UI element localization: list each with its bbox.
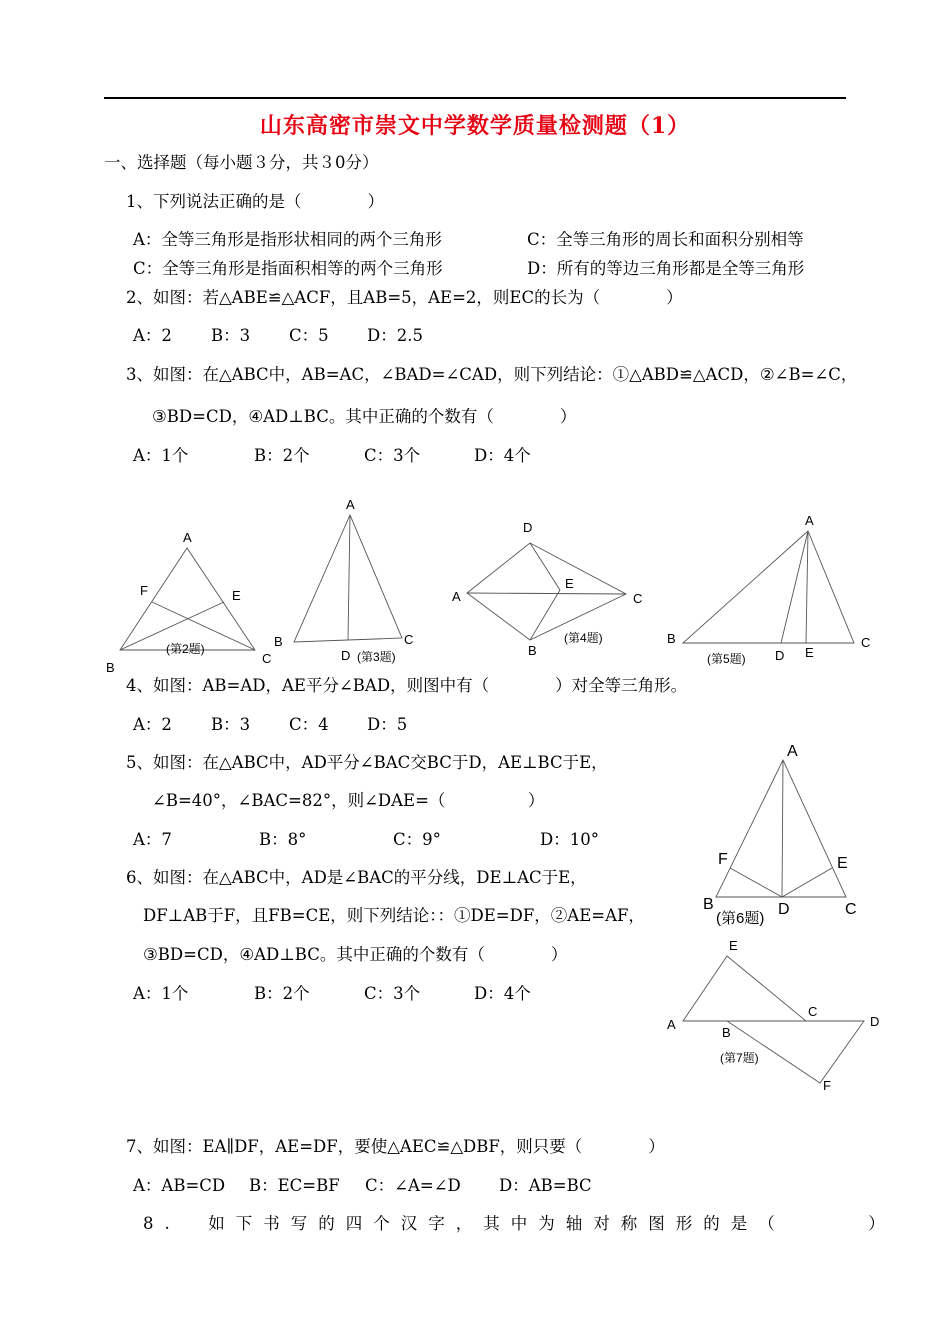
fig6-label: A [787,743,798,760]
fig2-caption: (第2题) [166,642,205,656]
q6-option: B：2个 [254,984,310,1003]
q3-option: C：3个 [364,446,421,465]
fig2-label: A [183,530,192,545]
fig6-label: F [718,851,728,868]
q7-option: B：EC=BF [249,1176,340,1195]
header-rule [104,97,846,99]
figure-2 [106,530,271,675]
q5-stem-line2: ∠B=40°，∠BAC=82°，则∠DAE=（ ） [152,791,545,810]
q4-stem: 4、如图：AB=AD，AE平分∠BAD，则图中有（ ）对全等三角形。 [126,676,688,695]
fig3-caption: (第3题) [357,650,396,664]
q6-stem-line3: ③BD=CD，④AD⊥BC。其中正确的个数有（ ） [143,945,568,964]
q4-option: A：2 [133,715,172,734]
fig3-label: D [341,648,351,663]
q4-option: D：5 [367,715,408,734]
q7-stem: 7、如图：EA∥DF，AE=DF，要使△AEC≌△DBF，则只要（ ） [126,1137,665,1156]
section-heading: 一、选择题（每小题３分，共３0分） [104,153,379,172]
fig6-label: E [837,855,848,872]
fig5-label: B [667,631,676,646]
fig4-label: E [565,576,574,591]
fig5-label: D [775,648,785,663]
q6-stem-line1: 6、如图：在△ABC中，AD是∠BAC的平分线，DE⊥AC于E， [126,868,587,887]
q6-stem-line2: DF⊥AB于F，且FB=CE，则下列结论：：①DE=DF，②AE=AF， [143,906,645,925]
fig3-label: B [274,634,283,649]
q6-option: D：4个 [474,984,531,1003]
fig4-label: A [452,589,461,604]
figure-4 [452,520,642,658]
fig2-label: E [232,588,241,603]
fig6-label: C [845,901,857,918]
fig7-label: B [722,1025,731,1040]
figure-5 [667,513,870,666]
fig5-label: A [805,513,814,528]
fig6-caption: (第6题) [716,910,765,927]
fig7-caption: (第7题) [720,1051,759,1065]
page-title: 山东高密市崇文中学数学质量检测题（1） [259,113,691,139]
q2-option: D：2.5 [367,326,423,345]
fig4-label: C [633,591,643,606]
q5-option: A：7 [133,830,172,849]
fig4-caption: (第4题) [564,631,603,645]
q4-option: C：4 [289,715,329,734]
fig5-label: E [805,645,814,660]
q2-option: C：5 [289,326,329,345]
q7-option: A：AB=CD [133,1176,226,1195]
figure-6 [703,743,857,927]
q1-option-c1: C：全等三角形的周长和面积分别相等 [527,230,804,249]
q3-option: A：1个 [133,446,189,465]
fig4-label: B [528,643,537,658]
q2-option: A：2 [133,326,172,345]
q5-option: C：9° [393,830,441,849]
q6-option: C：3个 [364,984,421,1003]
q6-option: A：1个 [133,984,189,1003]
q3-option: D：4个 [474,446,531,465]
fig2-label: B [106,660,115,675]
fig5-caption: (第5题) [707,652,746,666]
fig6-label: B [703,896,714,913]
fig4-label: D [523,520,533,535]
q5-option: B：8° [259,830,307,849]
q7-option: C：∠A=∠D [365,1176,461,1195]
fig3-label: A [346,497,355,512]
fig2-label: C [262,651,272,666]
q2-option: B：3 [211,326,251,345]
fig3-label: C [404,632,414,647]
q1-option-d: D：所有的等边三角形都是全等三角形 [527,259,805,278]
fig2-label: F [140,583,148,598]
q2-stem: 2、如图：若△ABE≌△ACF，且AB=5，AE=2，则EC的长为（ ） [126,288,683,307]
q1-stem: 1、下列说法正确的是（ ） [126,192,384,211]
q3-stem-line2: ③BD=CD，④AD⊥BC。其中正确的个数有（ ） [152,407,577,426]
figure-7 [667,938,879,1093]
q5-stem-line1: 5、如图：在△ABC中，AD平分∠BAC交BC于D，AE⊥BC于E， [126,753,608,772]
q8-stem: 8. 如下书写的四个汉字，其中为轴对称图形的是（ ） [143,1214,896,1233]
fig6-label: D [778,901,790,918]
q3-option: B：2个 [254,446,310,465]
fig7-label: E [729,938,738,953]
q7-option: D：AB=BC [499,1176,592,1195]
q4-option: B：3 [211,715,251,734]
q1-option-a: A：全等三角形是指形状相同的两个三角形 [133,230,442,249]
fig7-label: F [823,1078,831,1093]
q3-stem-line1: 3、如图：在△ABC中，AB=AC，∠BAD=∠CAD，则下列结论：①△ABD≌△ACD，②∠B=∠C， [126,365,858,384]
q5-option: D：10° [540,830,599,849]
fig7-label: C [808,1004,818,1019]
fig7-label: D [870,1014,880,1029]
fig5-label: C [861,635,871,650]
fig7-label: A [667,1017,676,1032]
figure-3 [274,497,413,664]
q1-option-c2: C：全等三角形是指面积相等的两个三角形 [133,259,443,278]
